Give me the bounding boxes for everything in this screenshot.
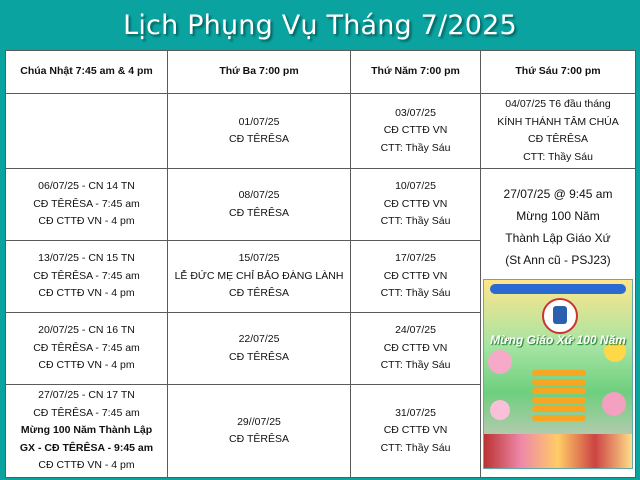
poster-banner [490, 284, 626, 294]
cell-text: CĐ TÊRÊSA - 7:45 am [33, 406, 140, 419]
thursday-cell [351, 169, 481, 241]
cell-date: 22/07/25 [238, 333, 280, 345]
cell-text: CĐ CTTĐ VN - 4 pm [38, 287, 135, 300]
cell-date: 13/07/25 - CN 15 TN [38, 252, 135, 265]
cell-date: 04/07/25 T6 đầu tháng [505, 98, 611, 110]
thursday-cell [351, 313, 481, 385]
thursday-cell [351, 241, 481, 313]
cell-text: CTT: Thầy Sáu [380, 215, 451, 228]
cell-date: 06/07/25 - CN 14 TN [38, 180, 135, 193]
sunday-cell [6, 241, 168, 313]
header-sunday: Chúa Nhật 7:45 am & 4 pm [6, 51, 168, 94]
week-row [6, 94, 636, 169]
cell-text: CĐ TÊRÊSA [229, 433, 289, 445]
tuesday-cell [168, 169, 351, 241]
cell-text: CTT: Thầy Sáu [380, 287, 451, 300]
cell-text: CĐ TÊRÊSA [229, 350, 289, 363]
cell-text-highlight: GX - CĐ TÊRÊSA - 9:45 am [19, 441, 154, 454]
cell-date: 17/07/25 [395, 252, 436, 265]
sunday-cell [6, 169, 168, 241]
cell-text: CĐ TÊRÊSA [229, 287, 289, 300]
cell-text: CTT: Thầy Sáu [380, 359, 451, 372]
cell-text: CĐ CTTĐ VN [383, 197, 448, 210]
schedule-table [5, 50, 636, 478]
tuesday-cell [168, 385, 351, 478]
cell-text: CĐ TÊRÊSA [528, 133, 588, 145]
header-thursday: Thứ Năm 7:00 pm [351, 51, 481, 94]
event-date: 27/07/25 @ 9:45 am [503, 187, 613, 201]
cell-date: 24/07/25 [395, 324, 436, 337]
event-text: Thành Lập Giáo Xứ [505, 231, 611, 245]
cell-text: LỄ ĐỨC MẸ CHỈ BẢO ĐÀNG LÀNH [174, 269, 344, 282]
cell-text: CTT: Thầy Sáu [380, 141, 451, 154]
poster-program-list [532, 370, 586, 424]
event-text: Mừng 100 Năm [516, 209, 600, 223]
cell-text: CĐ TÊRÊSA - 7:45 am [33, 197, 140, 210]
thursday-cell [351, 94, 481, 169]
cell-date: 03/07/25 [395, 106, 436, 119]
cell-text: CĐ CTTĐ VN [383, 341, 448, 354]
cell-text: CĐ CTTĐ VN [383, 424, 448, 437]
cell-date: 20/07/25 - CN 16 TN [38, 324, 135, 337]
cell-text: CĐ TÊRÊSA [229, 206, 289, 219]
cell-text: KÍNH THÁNH TÂM CHÚA [497, 115, 619, 128]
cell-date: 08/07/25 [238, 189, 280, 201]
cell-date: 31/07/25 [395, 406, 436, 419]
cell-text: CĐ TÊRÊSA - 7:45 am [33, 341, 140, 354]
header-row [6, 51, 636, 94]
friday-cell-first [481, 94, 636, 169]
sunday-cell [6, 313, 168, 385]
poster-crowd-photo [484, 434, 632, 468]
cell-text-highlight: Mừng 100 Năm Thành Lập [20, 424, 153, 437]
cell-text: CĐ TÊRÊSA [229, 133, 289, 145]
flower-icon [490, 400, 510, 420]
tuesday-cell [168, 94, 351, 169]
cell-date: 01/07/25 [238, 115, 280, 128]
anniversary-poster-image [483, 279, 633, 469]
cell-text: CĐ CTTĐ VN - 4 pm [38, 215, 135, 228]
sunday-cell [6, 385, 168, 478]
cell-date: 29//07/25 [237, 415, 281, 428]
tuesday-cell [168, 241, 351, 313]
cell-text: CTT: Thầy Sáu [380, 441, 451, 454]
cell-date: 15/07/25 [238, 252, 280, 265]
parish-seal-icon [542, 298, 578, 334]
cell-text: CĐ CTTĐ VN [383, 124, 448, 137]
cell-text: CĐ CTTĐ VN [383, 269, 448, 282]
header-tuesday: Thứ Ba 7:00 pm [168, 51, 351, 94]
flower-icon [602, 392, 626, 416]
sunday-cell-empty [6, 94, 168, 169]
week-row [6, 169, 636, 241]
flower-icon [488, 350, 512, 374]
cell-text: CĐ TÊRÊSA - 7:45 am [33, 269, 140, 282]
friday-event-cell [481, 169, 636, 478]
cell-text: CĐ CTTĐ VN - 4 pm [38, 359, 135, 372]
cell-date: 10/07/25 [395, 180, 436, 193]
thursday-cell [351, 385, 481, 478]
poster-headline: Mừng Giáo Xứ 100 Năm [490, 333, 626, 347]
cell-date: 27/07/25 - CN 17 TN [38, 389, 135, 402]
page-title: Lịch Phụng Vụ Tháng 7/2025 [123, 9, 517, 41]
cell-text: CĐ CTTĐ VN - 4 pm [38, 459, 135, 472]
tuesday-cell [168, 313, 351, 385]
event-text: (St Ann cũ - PSJ23) [505, 253, 611, 267]
cell-text: CTT: Thầy Sáu [523, 150, 593, 163]
header-friday: Thứ Sáu 7:00 pm [481, 51, 636, 94]
